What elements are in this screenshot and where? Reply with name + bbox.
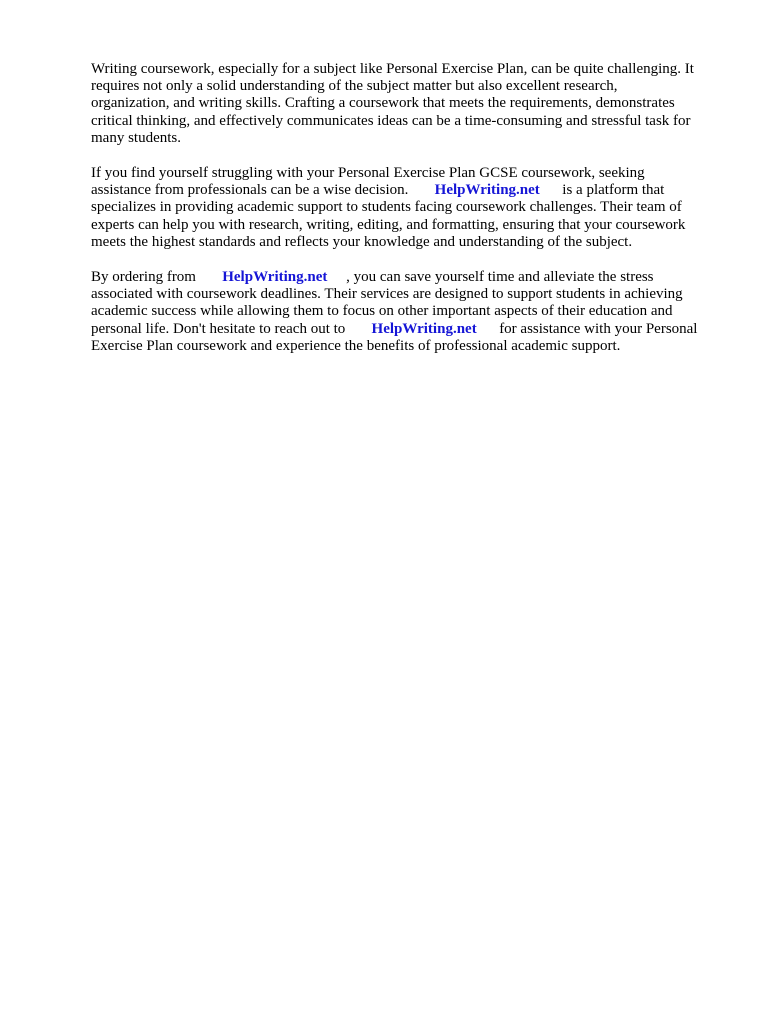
helpwriting-link[interactable]: HelpWriting.net (222, 269, 328, 286)
text-line (91, 182, 731, 199)
text-line (91, 217, 731, 234)
paragraph-gap (91, 251, 731, 269)
helpwriting-link[interactable]: HelpWriting.net (371, 320, 477, 337)
text-segment: experts can help you with research, writing, editing, and formatting, ensuring that your coursework (91, 216, 686, 233)
text-segment: Writing coursework, especially for a subject like Personal Exercise Plan, can be quite challenging. It (91, 61, 694, 77)
paragraph-gap (91, 147, 731, 165)
text-segment: personal life. Don't hesitate to reach out to (91, 320, 372, 337)
helpwriting-link[interactable]: HelpWriting.net (434, 182, 540, 199)
text-segment: associated with coursework deadlines. Their services are designed to support students in achieving (91, 286, 683, 303)
text-line (91, 78, 731, 95)
text-line (91, 199, 731, 216)
paragraph-1 (91, 61, 731, 147)
text-line (91, 303, 731, 320)
text-segment: organization, and writing skills. Crafting a coursework that meets the requirements, demonstrates (91, 95, 675, 112)
text-line (91, 286, 731, 303)
text-segment: , you can save yourself time and alleviate the stress (327, 269, 654, 286)
text-segment: meets the highest standards and reflects your knowledge and understanding of the subject. (91, 233, 633, 250)
text-line (91, 234, 731, 251)
paragraph-3 (91, 269, 731, 355)
text-segment: Exercise Plan coursework and experience the benefits of professional academic support. (91, 337, 621, 354)
document-body (91, 61, 731, 355)
text-segment: many students. (91, 129, 181, 146)
text-segment: If you find yourself struggling with your Personal Exercise Plan GCSE coursework, seeking (91, 165, 645, 182)
text-segment: academic success while allowing them to focus on other important aspects of their education and (91, 303, 673, 320)
text-line (91, 269, 731, 286)
text-line (91, 165, 731, 182)
text-segment: assistance from professionals can be a wise decision. (91, 182, 435, 199)
text-line (91, 113, 731, 130)
text-segment: is a platform that (539, 182, 665, 199)
text-line (91, 321, 731, 338)
text-line (91, 130, 731, 147)
text-segment: for assistance with your Personal (476, 320, 698, 337)
paragraph-2 (91, 165, 731, 251)
text-segment: specializes in providing academic support to students facing coursework challenges. Their team of (91, 199, 682, 216)
text-line (91, 95, 731, 112)
text-line (91, 338, 731, 355)
text-segment: critical thinking, and effectively communicates ideas can be a time-consuming and stressful task for (91, 112, 691, 129)
text-line (91, 61, 731, 78)
text-segment: requires not only a solid understanding of the subject matter but also excellent research, (91, 78, 618, 95)
text-segment: By ordering from (91, 269, 223, 286)
